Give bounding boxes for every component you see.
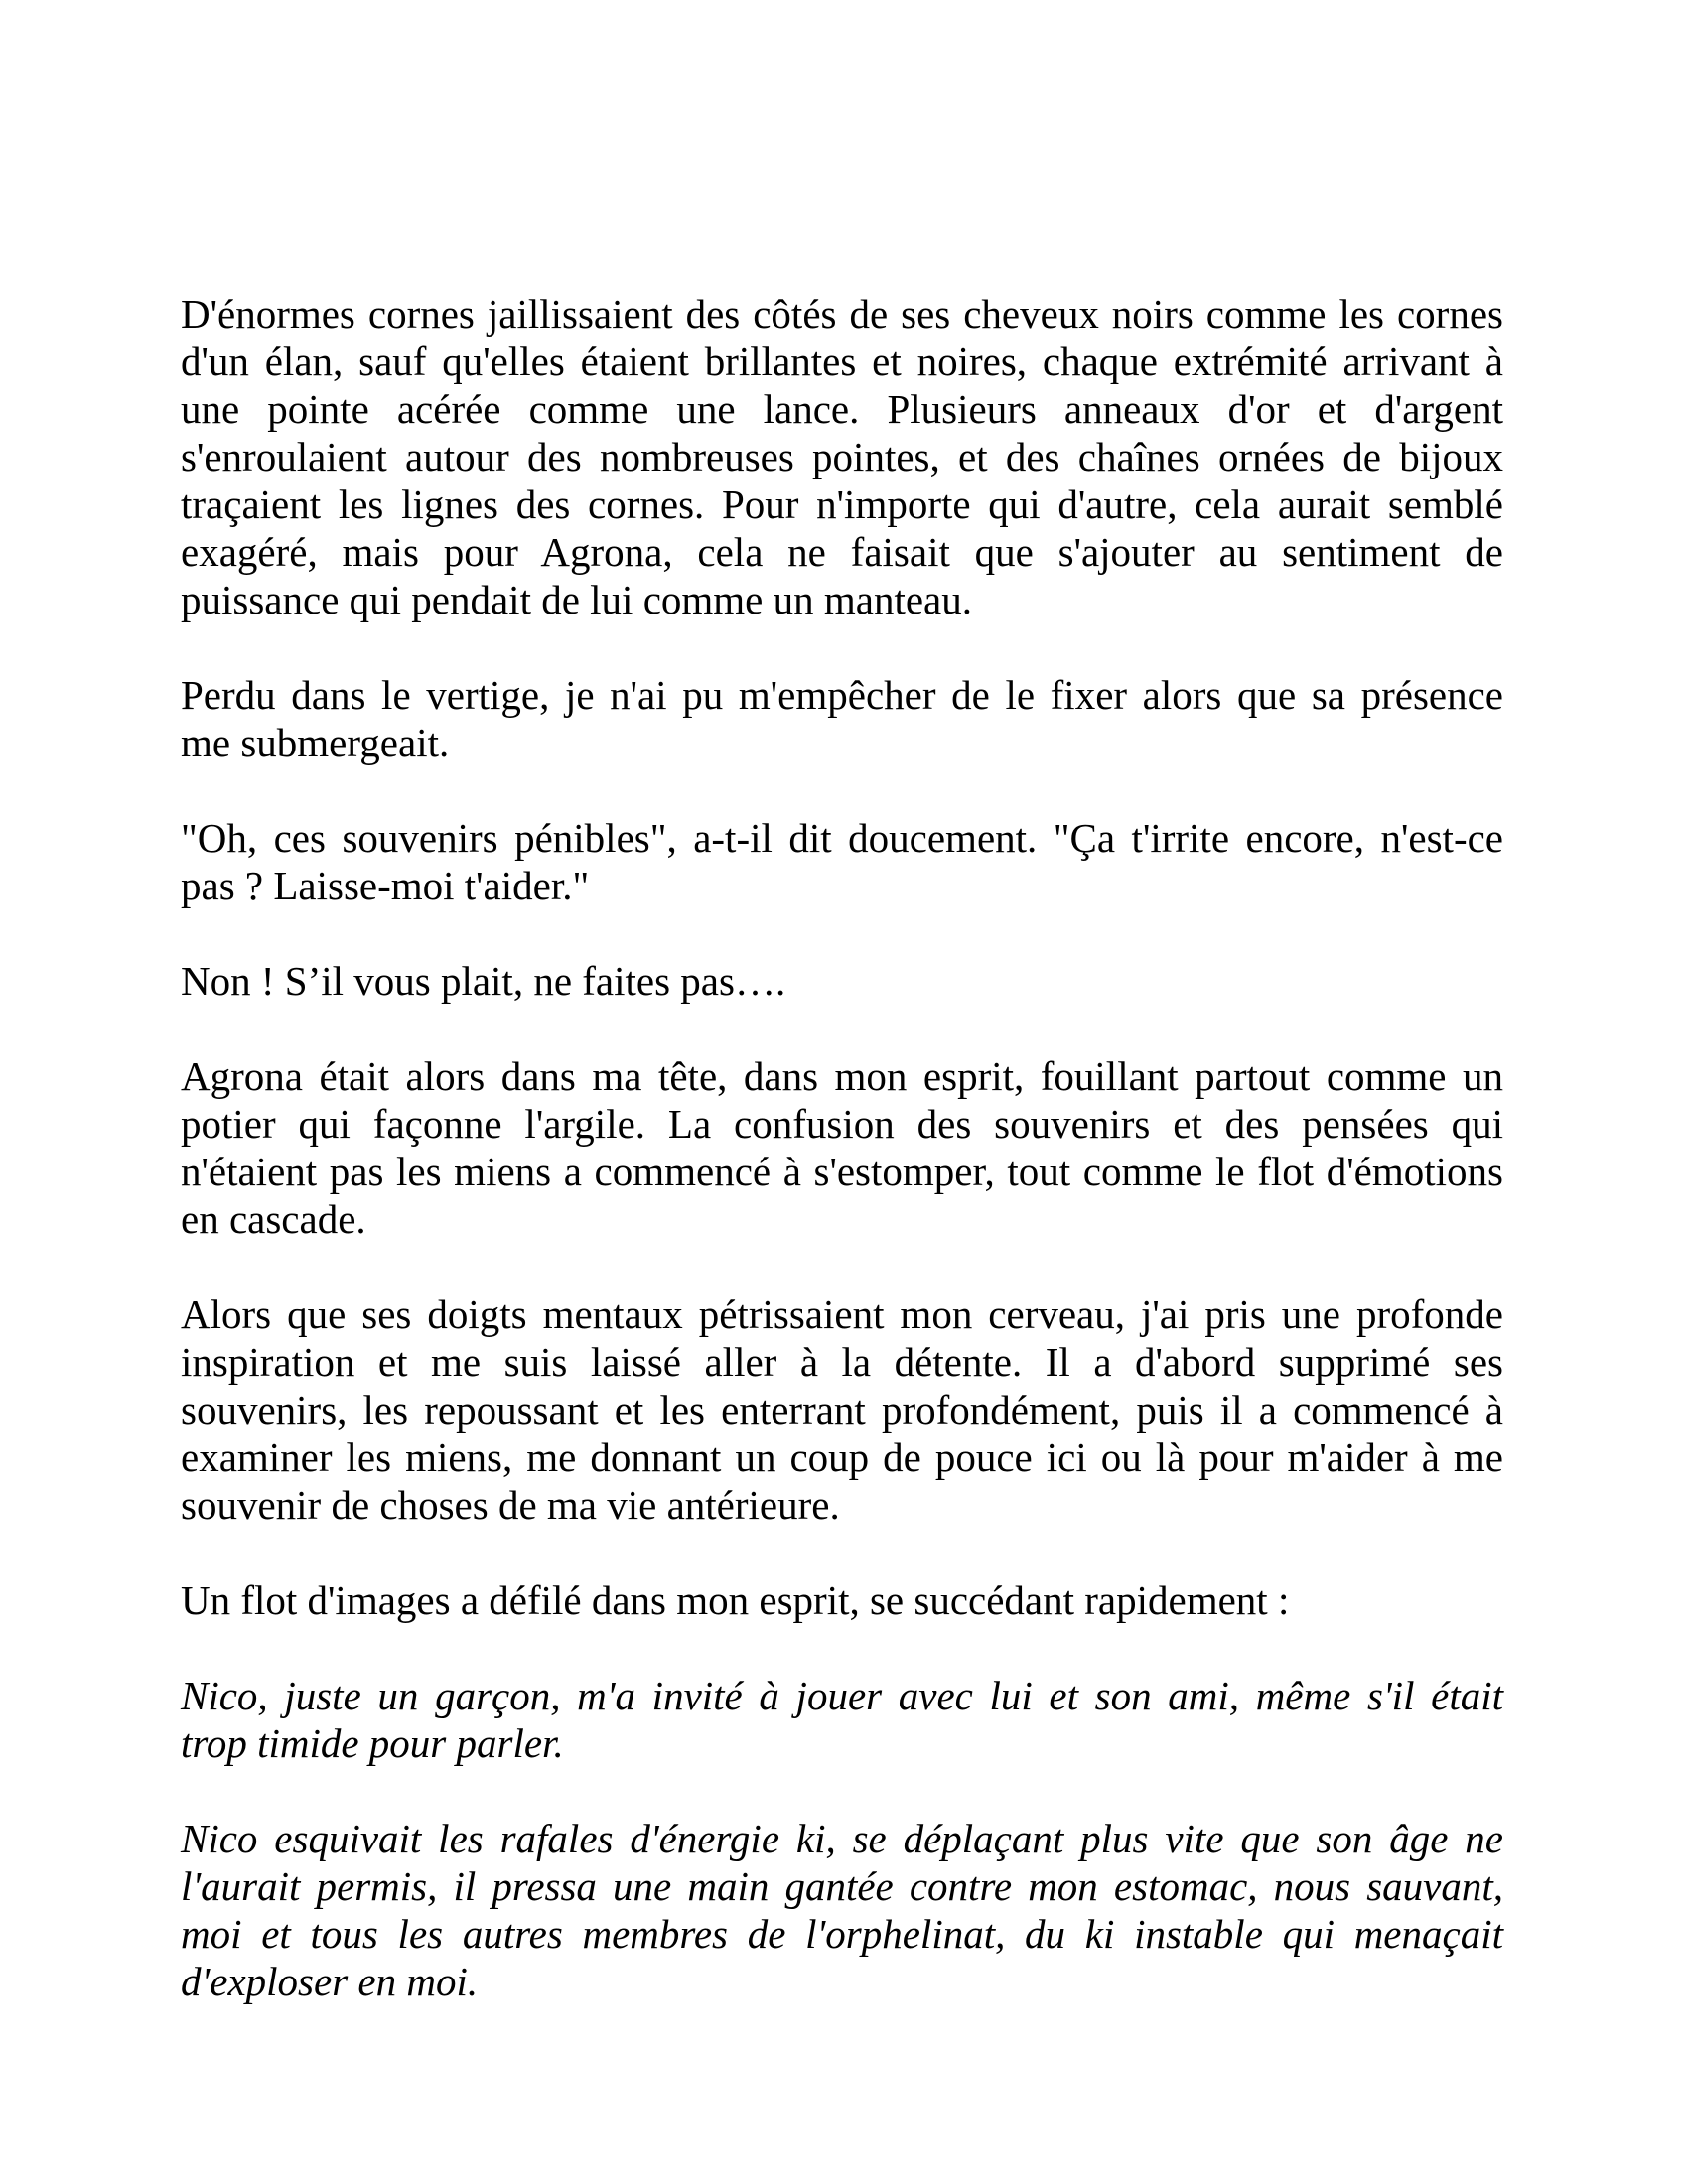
text-line: Un flot d'images a défilé dans mon esprit, se succédant rapidement :	[181, 1577, 1290, 1623]
paragraph-1	[181, 290, 1503, 623]
text-line: inspiration et me suis laissé aller à la détente. Il a d'abord supprimé ses	[181, 1339, 1503, 1385]
text-line: "Oh, ces souvenirs pénibles", a-t-il dit doucement. "Ça t'irrite encore, n'est-ce	[181, 815, 1503, 861]
paragraph-8	[181, 1672, 1503, 1767]
text-block	[181, 290, 1503, 2005]
paragraph-4	[181, 957, 1503, 1005]
text-line: examiner les miens, me donnant un coup de pouce ici ou là pour m'aider à me	[181, 1434, 1503, 1480]
text-line: d'exploser en moi.	[181, 1959, 479, 2004]
text-line: d'un élan, sauf qu'elles étaient brillantes et noires, chaque extrémité arrivant à	[181, 339, 1503, 384]
text-line: traçaient les lignes des cornes. Pour n'importe qui d'autre, cela aurait semblé	[181, 481, 1503, 527]
text-line: Non ! S’il vous plait, ne faites pas….	[181, 958, 786, 1004]
text-line: trop timide pour parler.	[181, 1720, 564, 1766]
text-line: Alors que ses doigts mentaux pétrissaient mon cerveau, j'ai pris une profonde	[181, 1292, 1503, 1337]
text-line: souvenirs, les repoussant et les enterrant profondément, puis il a commencé à	[181, 1387, 1503, 1433]
text-line: me submergeait.	[181, 720, 450, 765]
text-line: l'aurait permis, il pressa une main gantée contre mon estomac, nous sauvant,	[181, 1863, 1503, 1909]
text-line: exagéré, mais pour Agrona, cela ne faisait que s'ajouter au sentiment de	[181, 529, 1503, 575]
paragraph-3	[181, 814, 1503, 909]
paragraph-5	[181, 1052, 1503, 1243]
paragraph-9	[181, 1815, 1503, 2005]
text-line: Nico esquivait les rafales d'énergie ki, se déplaçant plus vite que son âge ne	[181, 1816, 1503, 1861]
paragraph-7	[181, 1576, 1503, 1624]
paragraph-6	[181, 1291, 1503, 1529]
text-line: D'énormes cornes jaillissaient des côtés de ses cheveux noirs comme les cornes	[181, 291, 1503, 337]
text-line: puissance qui pendait de lui comme un manteau.	[181, 577, 972, 622]
paragraph-2	[181, 671, 1503, 766]
text-line: n'étaient pas les miens a commencé à s'estomper, tout comme le flot d'émotions	[181, 1149, 1503, 1194]
text-line: en cascade.	[181, 1196, 366, 1242]
text-line: s'enroulaient autour des nombreuses pointes, et des chaînes ornées de bijoux	[181, 434, 1503, 479]
text-line: Perdu dans le vertige, je n'ai pu m'empêcher de le fixer alors que sa présence	[181, 672, 1503, 718]
text-line: Agrona était alors dans ma tête, dans mon esprit, fouillant partout comme un	[181, 1053, 1503, 1099]
text-line: souvenir de choses de ma vie antérieure.	[181, 1482, 840, 1528]
text-line: Nico, juste un garçon, m'a invité à jouer avec lui et son ami, même s'il était	[181, 1673, 1503, 1718]
text-line: potier qui façonne l'argile. La confusion des souvenirs et des pensées qui	[181, 1101, 1503, 1147]
text-line: une pointe acérée comme une lance. Plusieurs anneaux d'or et d'argent	[181, 386, 1503, 432]
text-line: moi et tous les autres membres de l'orphelinat, du ki instable qui menaçait	[181, 1911, 1503, 1957]
text-line: pas ? Laisse-moi t'aider."	[181, 863, 590, 908]
